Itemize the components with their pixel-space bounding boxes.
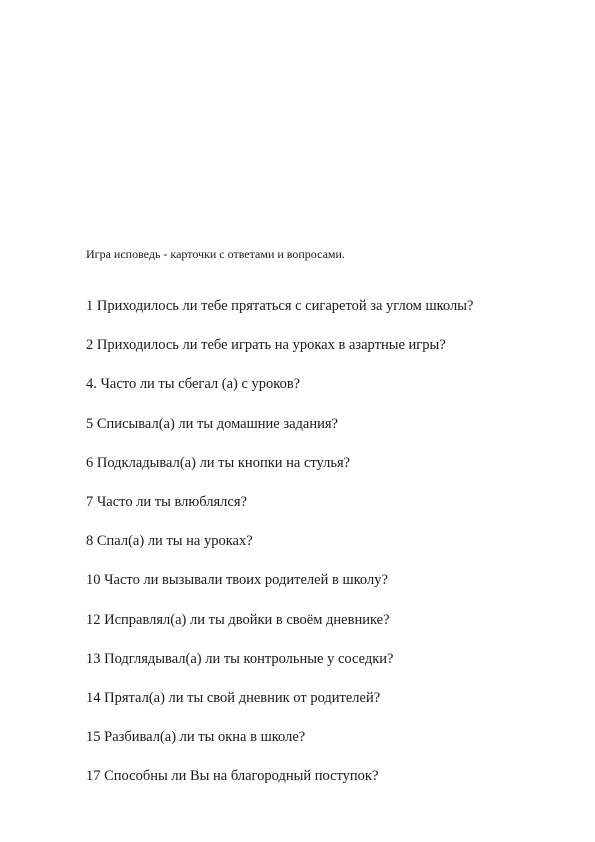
question-item: 6 Подкладывал(а) ли ты кнопки на стулья?	[86, 454, 351, 471]
question-item: 7 Часто ли ты влюблялся?	[86, 493, 247, 510]
question-item: 17 Способны ли Вы на благородный поступок?	[86, 768, 379, 785]
question-item: 12 Исправлял(а) ли ты двойки в своём дневнике?	[86, 611, 390, 628]
question-item: 8 Спал(а) ли ты на уроках?	[86, 533, 253, 550]
question-item: 5 Списывал(а) ли ты домашние задания?	[86, 415, 338, 432]
question-item: 14 Прятал(а) ли ты свой дневник от родителей?	[86, 689, 381, 706]
question-item: 15 Разбивал(а) ли ты окна в школе?	[86, 729, 306, 746]
question-item: 10 Часто ли вызывали твоих родителей в школу?	[86, 572, 388, 589]
question-list	[86, 297, 473, 806]
question-item: 13 Подглядывал(а) ли ты контрольные у соседки?	[86, 650, 394, 667]
question-item: 2 Приходилось ли тебе играть на уроках в азартные игры?	[86, 337, 446, 354]
question-item: 4. Часто ли ты сбегал (а) с уроков?	[86, 376, 301, 393]
question-item: 1 Приходилось ли тебе прятаться с сигаретой за углом школы?	[86, 298, 474, 314]
document-title: Игра исповедь - карточки с ответами и вопросами.	[86, 247, 345, 261]
